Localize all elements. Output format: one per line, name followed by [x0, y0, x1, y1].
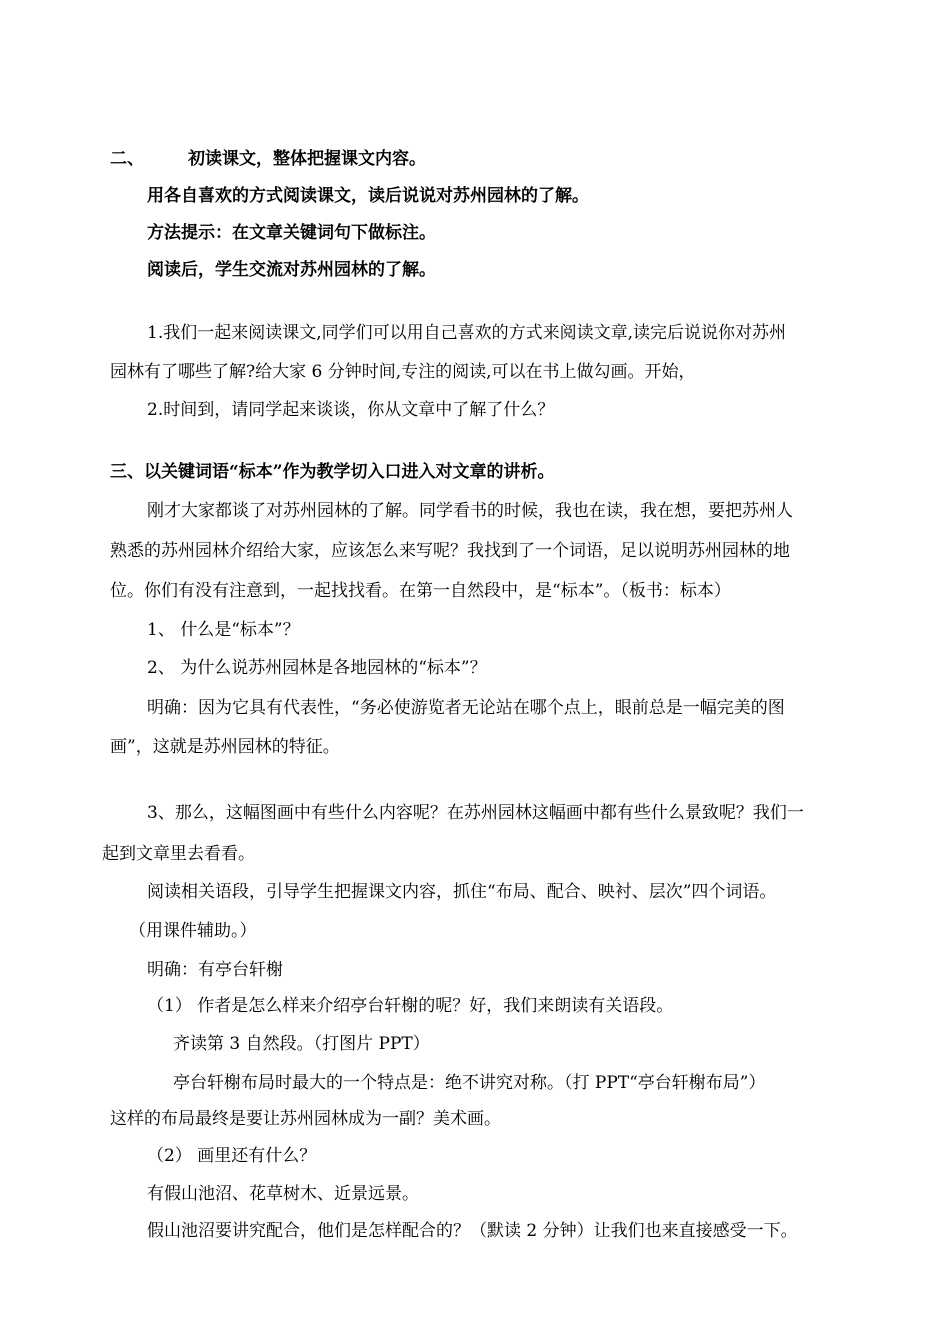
question-3-line-2: 起到文章里去看看。	[102, 844, 255, 864]
sub-question-1-read: 齐读第 3 自然段。（打图片 PPT）	[173, 1034, 430, 1054]
section-2-heading	[110, 148, 426, 170]
sub-question-1: （1） 作者是怎么样来介绍亭台轩榭的呢？好，我们来朗读有关语段。	[147, 996, 674, 1016]
guide-line-1: 阅读相关语段，引导学生把握课文内容，抓住“布局、配合、映衬、层次”四个词语。	[147, 882, 777, 902]
section-3-heading: 三、以关键词语“标本”作为教学切入口进入对文章的讲析。	[110, 462, 555, 482]
section-2-line-3: 阅读后，学生交流对苏州园林的了解。	[147, 260, 436, 280]
section-2-title: 初读课文，整体把握课文内容。	[188, 149, 426, 169]
section-2-line-2: 方法提示：在文章关键词句下做标注。	[147, 223, 436, 243]
section-3-intro-line-2: 熟悉的苏州园林介绍给大家，应该怎么来写呢？我找到了一个词语，足以说明苏州园林的地	[110, 541, 790, 561]
guide-line-2: （用课件辅助。）	[129, 921, 257, 941]
sub-question-2-note: 假山池沼要讲究配合，他们是怎样配合的？（默读 2 分钟）让我们也来直接感受一下。	[147, 1221, 798, 1241]
sub-question-2: （2） 画里还有什么？	[147, 1146, 317, 1166]
paragraph-1-line-1: 1.我们一起来阅读课文,同学们可以用自己喜欢的方式来阅读文章,读完后说说你对苏州	[147, 323, 787, 343]
section-3-intro-line-1: 刚才大家都谈了对苏州园林的了解。同学看书的时候，我也在读，我在想，要把苏州人	[147, 501, 793, 521]
sub-question-1-note-1: 亭台轩榭布局时最大的一个特点是：绝不讲究对称。（打 PPT“亭台轩榭布局”）	[173, 1073, 766, 1093]
question-1: 1、 什么是“标本”？	[147, 620, 300, 640]
question-2: 2、 为什么说苏州园林是各地园林的“标本”？	[147, 658, 487, 678]
sub-question-1-note-2: 这样的布局最终是要让苏州园林成为一副？美术画。	[110, 1109, 501, 1129]
answer-line-1: 明确：因为它具有代表性，“务必使游览者无论站在哪个点上，眼前总是一幅完美的图	[147, 698, 785, 718]
sub-question-2-answer: 有假山池沼、花草树木、近景远景。	[147, 1184, 419, 1204]
answer-line-2: 画”，这就是苏州园林的特征。	[110, 737, 340, 757]
clarify-line: 明确：有亭台轩榭	[147, 960, 283, 980]
paragraph-1-line-2: 园林有了哪些了解?给大家 6 分钟时间,专注的阅读,可以在书上做勾画。开始，	[110, 362, 696, 382]
section-3-intro-line-3: 位。你们有没有注意到，一起找找看。在第一自然段中，是“标本”。（板书：标本）	[110, 581, 731, 601]
section-2-number: 二、	[110, 149, 144, 169]
question-3-line-1: 3、那么，这幅图画中有些什么内容呢？在苏州园林这幅画中都有些什么景致呢？我们一	[147, 803, 804, 823]
section-2-line-1: 用各自喜欢的方式阅读课文，读后说说对苏州园林的了解。	[147, 186, 589, 206]
paragraph-1-line-3: 2.时间到，请同学起来谈谈，你从文章中了解了什么？	[147, 400, 555, 420]
